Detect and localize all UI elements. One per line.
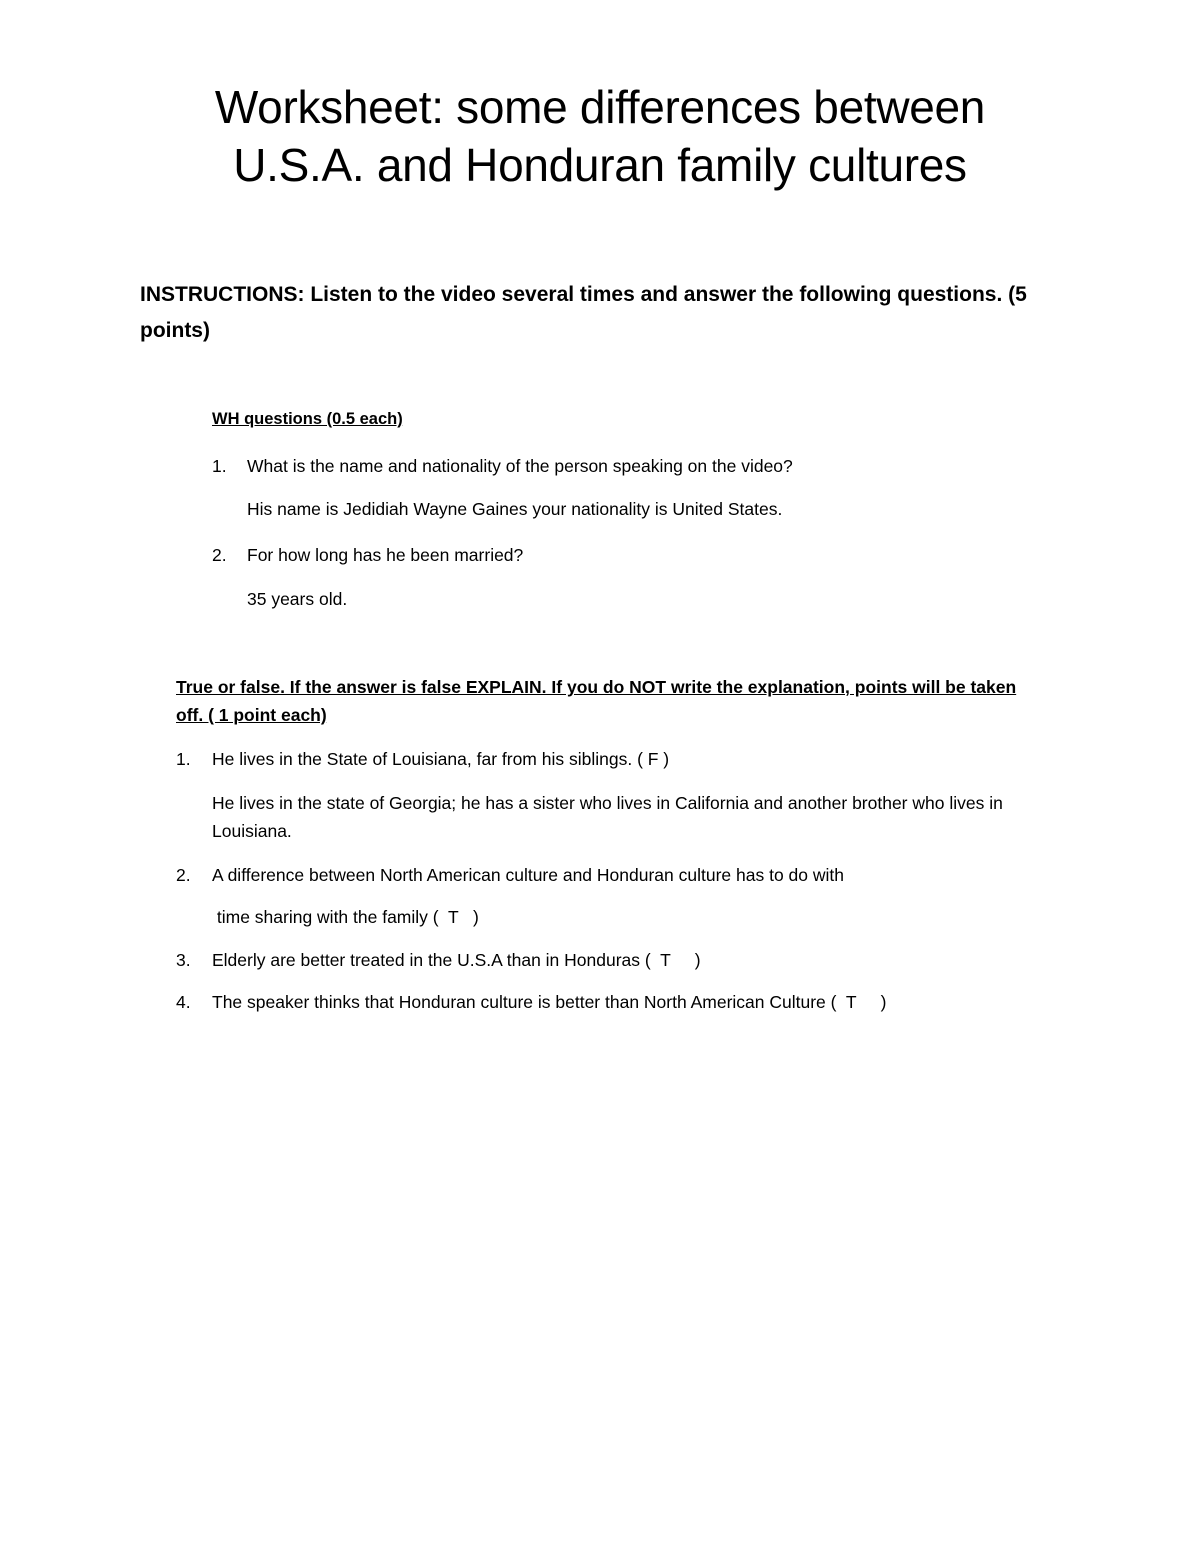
wh-questions-heading: WH questions (0.5 each) bbox=[212, 410, 403, 428]
tf-item-2-continuation: time sharing with the family ( T ) bbox=[212, 907, 479, 927]
tf-item-1-explanation: He lives in the state of Georgia; he has a sister who lives in California and another brother who lives in Louisiana. bbox=[212, 793, 1003, 841]
tf-item-1-number: 1. bbox=[176, 749, 191, 769]
tf-item-2-number: 2. bbox=[176, 865, 191, 885]
title-line-1: Worksheet: some differences between bbox=[214, 81, 986, 133]
tf-item-3-number: 3. bbox=[176, 950, 191, 970]
tf-item-3-statement: Elderly are better treated in the U.S.A than in Honduras ( T ) bbox=[212, 950, 701, 970]
tf-item-2-statement: A difference between North American culture and Honduran culture has to do with bbox=[212, 865, 844, 885]
wh-question-1-text: What is the name and nationality of the person speaking on the video? bbox=[247, 456, 793, 476]
wh-question-1-number: 1. bbox=[212, 456, 227, 476]
page-title bbox=[0, 78, 1200, 194]
wh-question-1-answer: His name is Jedidiah Wayne Gaines your nationality is United States. bbox=[247, 499, 783, 519]
tf-item-1-statement: He lives in the State of Louisiana, far from his siblings. ( F ) bbox=[212, 749, 670, 769]
wh-question-2-number: 2. bbox=[212, 545, 227, 565]
tf-item-4-statement: The speaker thinks that Honduran culture is better than North American Culture ( T ) bbox=[212, 992, 887, 1012]
true-false-heading: True or false. If the answer is false EXPLAIN. If you do NOT write the explanation, points will be taken off. ( 1 point each) bbox=[176, 677, 1017, 725]
wh-question-2-text: For how long has he been married? bbox=[247, 545, 524, 565]
wh-question-2-answer: 35 years old. bbox=[247, 589, 348, 609]
instructions-text: INSTRUCTIONS: Listen to the video several times and answer the following questions. (5 points) bbox=[140, 283, 1027, 342]
title-line-2: U.S.A. and Honduran family cultures bbox=[233, 139, 967, 191]
tf-item-4-number: 4. bbox=[176, 992, 191, 1012]
